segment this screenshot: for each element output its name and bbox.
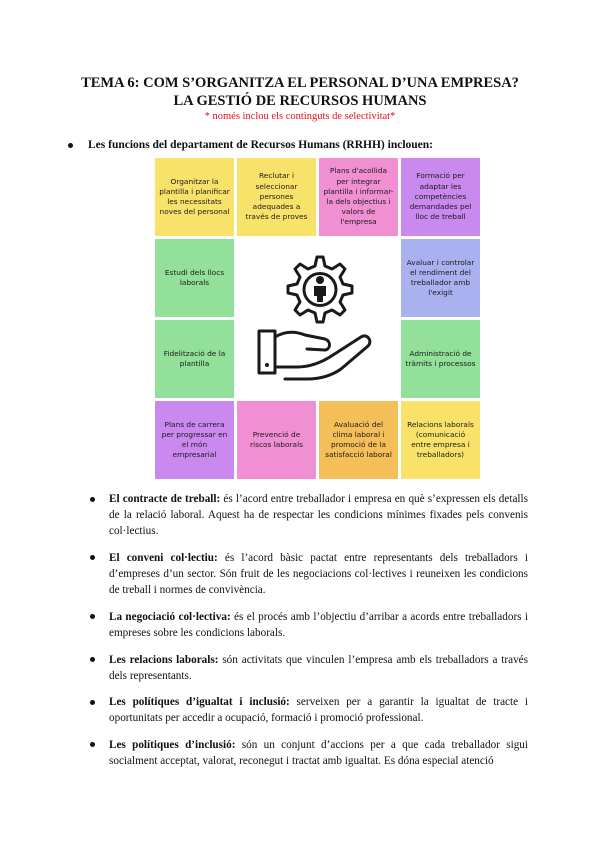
definition: són activitats que vinculen l’empresa amb els treballadors a través dels representants.: [109, 653, 528, 682]
hr-functions-diagram: [155, 158, 480, 480]
function-cell: Relacions laborals (comunicació entre empresa i treballadors): [401, 401, 480, 479]
function-cell: Avaluació del clima laboral i promoció de la satisfacció laboral: [319, 401, 398, 479]
term: Les relacions laborals:: [109, 653, 219, 666]
definition: és l’acord bàsic pactat entre representants dels treballadors i d’empreses d’un sector. Són fruit de les negociacions col·lectives i reuneixen les condicions de treball i normes de convivència.: [109, 551, 528, 597]
function-cell: Avaluar i controlar el rendiment del treballador amb l'exigit: [401, 239, 480, 317]
function-cell: Reclutar i seleccionar persones adequades a través de proves: [237, 158, 316, 236]
bullet-icon: [90, 614, 95, 619]
definition: és el procés amb l’objectiu d’arribar a acords entre treballadors i empreses sobre les condicions laborals.: [109, 610, 528, 640]
bullet-icon: [90, 742, 95, 747]
term: Les polítiques d’igualtat i inclusió:: [109, 696, 290, 709]
function-cell: Estudi dels llocs laborals: [155, 239, 234, 317]
hand-gear-person-icon: [237, 239, 398, 398]
bullet-icon: [68, 143, 73, 148]
intro-heading: [88, 138, 528, 152]
list-item: [109, 694, 528, 726]
function-cell: Administració de tràmits i processos: [401, 320, 480, 398]
selectivity-note: * només inclou els continguts de selectivitat*: [204, 111, 396, 122]
list-item: [109, 737, 528, 769]
bullet-icon: [90, 555, 95, 560]
term: El contracte de treball:: [109, 493, 221, 505]
bullet-icon: [90, 700, 95, 705]
term: El conveni col·lectiu:: [109, 551, 218, 564]
term: Les polítiques d’inclusió:: [109, 738, 236, 751]
term: La negociació col·lectiva:: [109, 610, 231, 623]
function-cell: Formació per adaptar les competències demandades pel lloc de treball: [401, 158, 480, 236]
function-cell: Prevenció de riscos laborals: [237, 401, 316, 479]
definition: són un conjunt d’accions per a que cada treballador sigui socialment acceptat, valorat, reconegut i tractat amb igualtat. Es dóna especial atenció: [109, 738, 529, 768]
list-item: [109, 609, 528, 641]
list-item: [109, 491, 528, 540]
definitions-list: [109, 491, 528, 780]
function-cell: Organitzar la plantilla i planificar les necessitats noves del personal: [155, 158, 234, 236]
diagram-center: [237, 239, 398, 398]
list-item: [109, 550, 528, 599]
intro-text: Les funcions del departament de Recursos Humans (RRHH) inclouen:: [88, 139, 434, 151]
function-cell: Plans d'acollida per integrar plantilla i informar-la dels objectius i valors de l'empresa: [319, 158, 398, 236]
page-title-line1: TEMA 6: COM S’ORGANITZA EL PERSONAL D’UNA EMPRESA?: [81, 75, 519, 91]
function-cell: Fidelització de la plantilla: [155, 320, 234, 398]
function-cell: Plans de carrera per progressar en el món empresarial: [155, 401, 234, 479]
bullet-icon: [90, 497, 95, 502]
definition: és l’acord entre treballador i empresa en què s’expressen els detalls de la relació laboral. Aquest ha de respectar les condicions mínimes fixades pels convenis col·lectius.: [109, 493, 528, 538]
bullet-icon: [90, 657, 95, 662]
page-title-line2: LA GESTIÓ DE RECURSOS HUMANS: [173, 93, 427, 109]
definition: serveixen per a garantir la igualtat de tracte i oportunitats per accedir a ocupació, formació i promoció professional.: [109, 696, 528, 725]
list-item: [109, 652, 528, 684]
